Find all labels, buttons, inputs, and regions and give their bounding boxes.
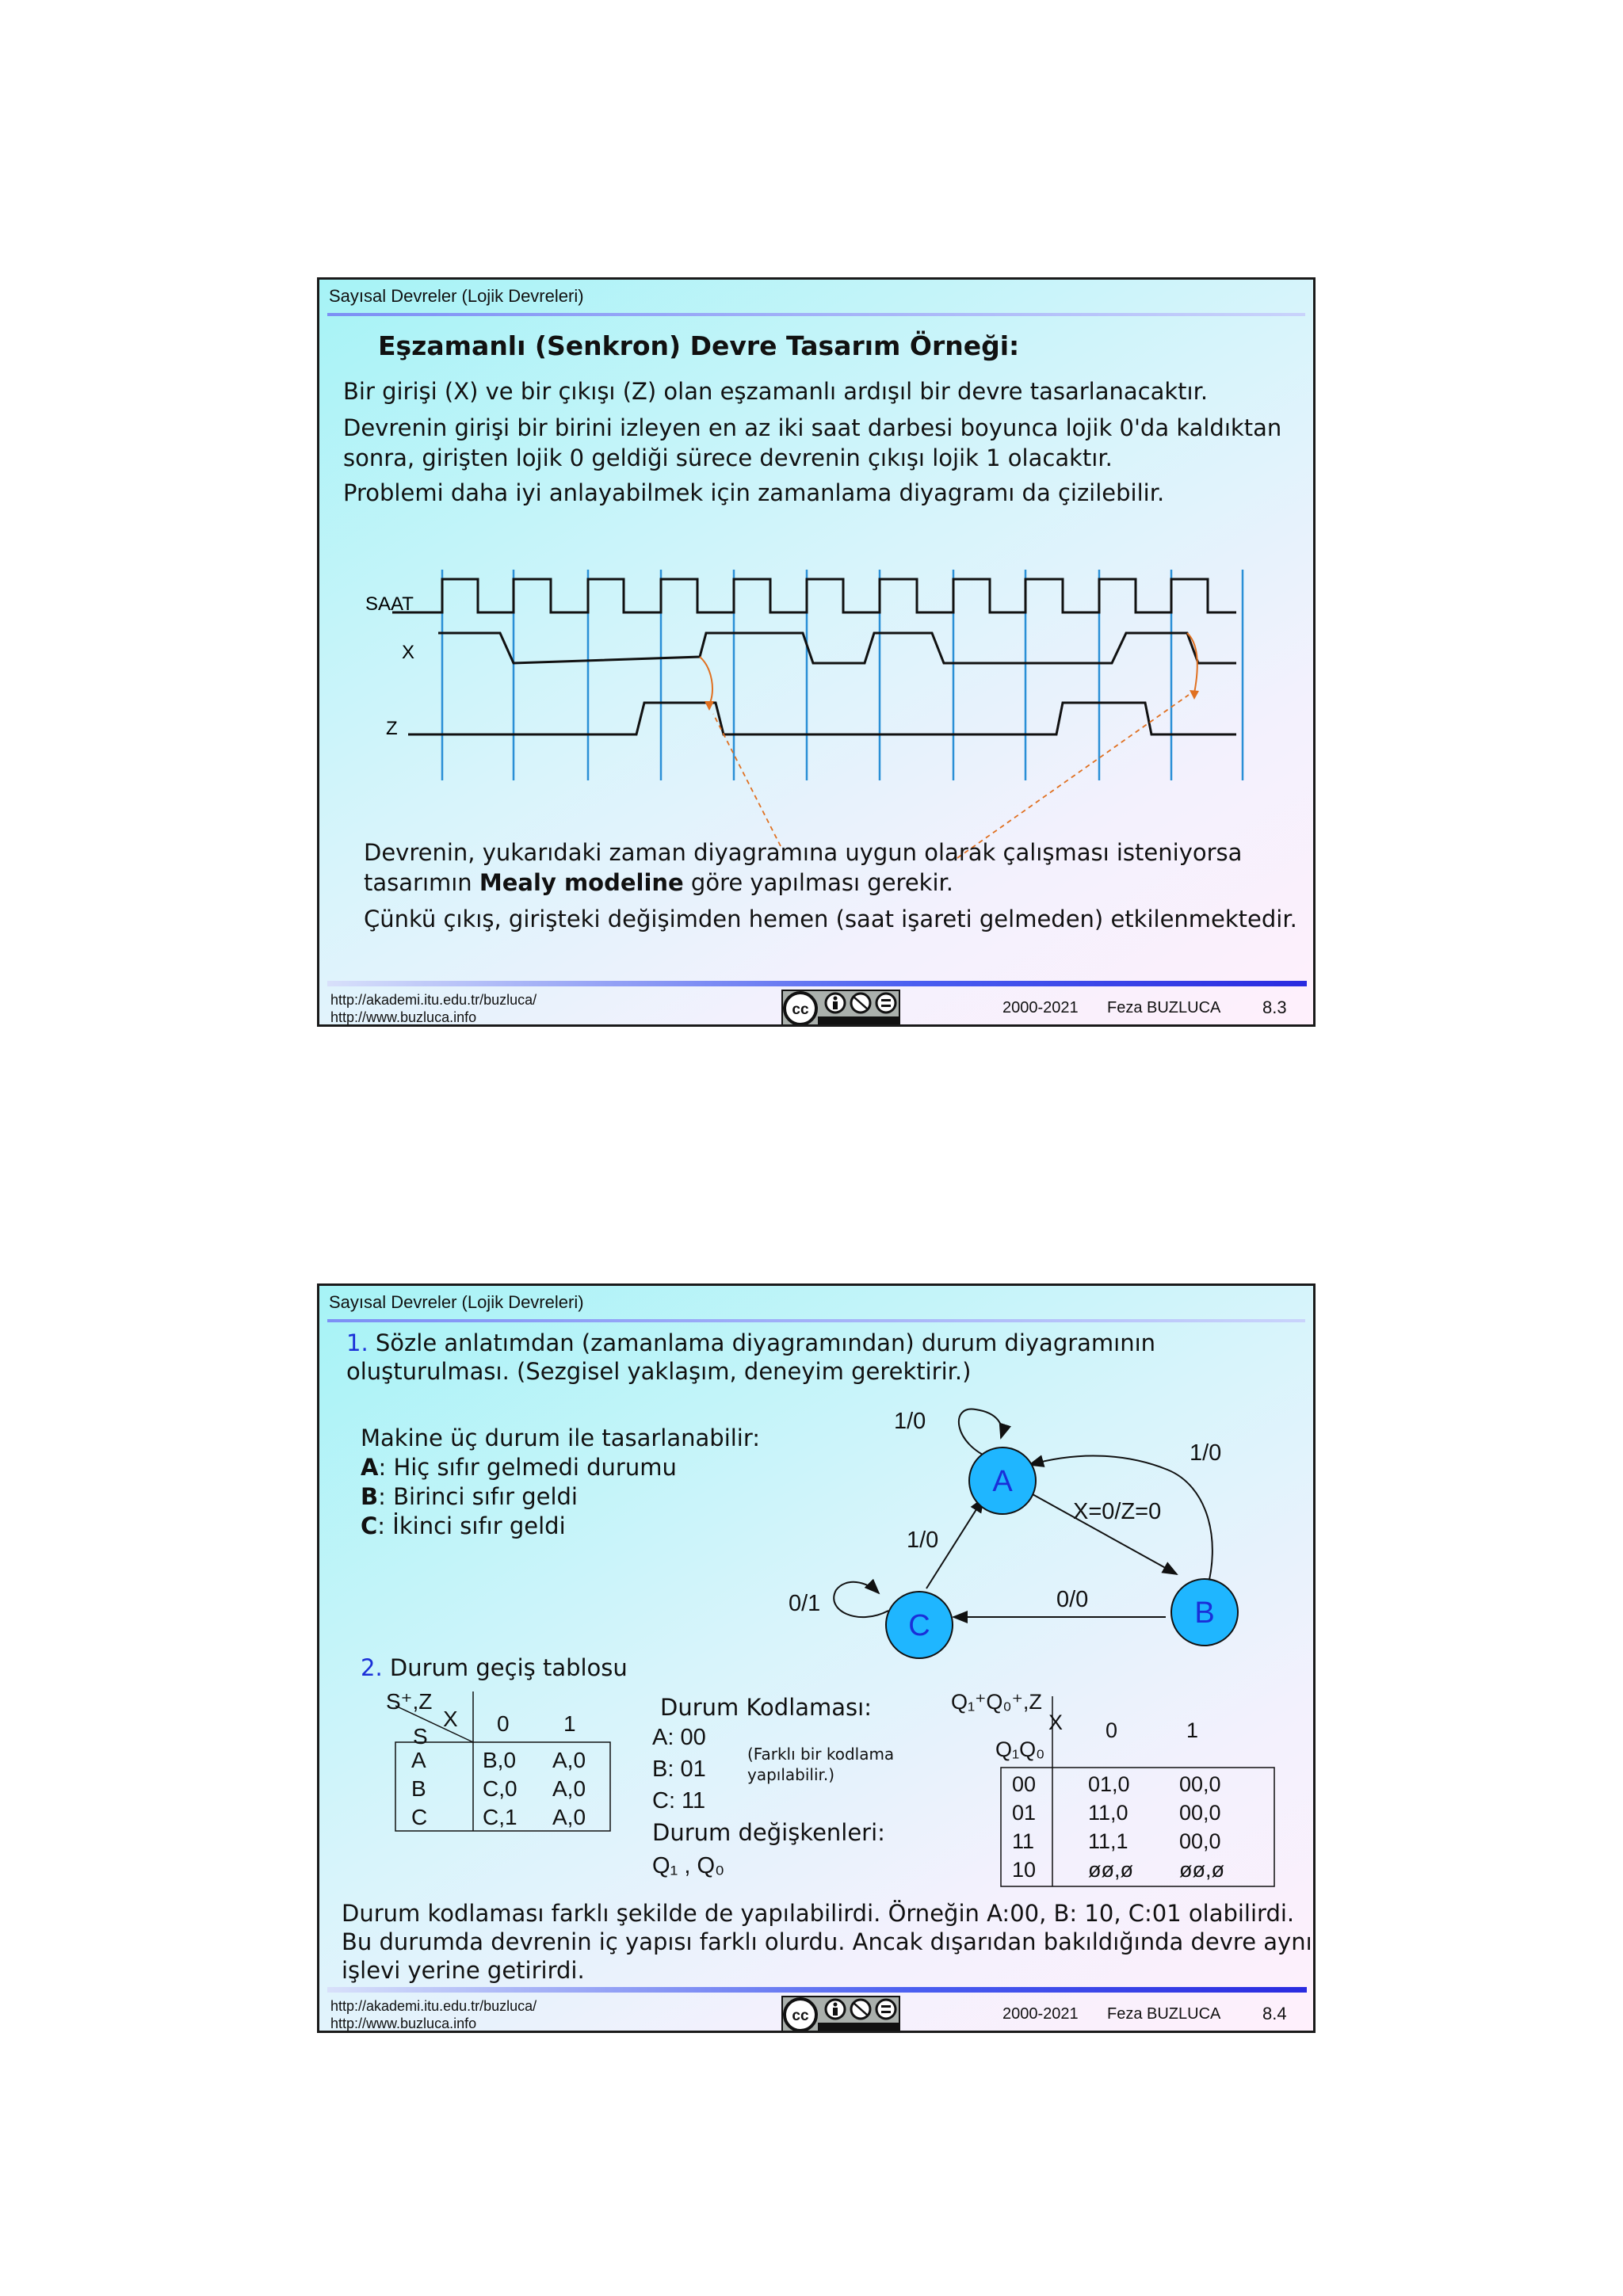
- slide-8-4: [317, 1283, 1316, 2033]
- coding-a: A: 00: [652, 1725, 706, 1750]
- step-2-heading: 2. Durum geçiş tablosu: [361, 1654, 628, 1681]
- table1-col-1: 1: [563, 1711, 576, 1736]
- coding-b: B: 01: [652, 1756, 706, 1782]
- footer-links: [330, 991, 537, 1026]
- table1-row-c-c1: A,0: [552, 1805, 586, 1829]
- state-c-desc: C: İkinci sıfır geldi: [361, 1512, 566, 1539]
- footer-link-itu[interactable]: http://akademi.itu.edu.tr/buzluca/: [330, 992, 537, 1008]
- cause-arrows: [700, 633, 1197, 704]
- table2-corner-top: Q₁⁺Q₀⁺,Z: [951, 1690, 1042, 1714]
- signal-label-x: X: [402, 642, 415, 663]
- table1-row-b-c0: C,0: [483, 1776, 517, 1801]
- table2-row-10-c0: øø,ø: [1088, 1858, 1133, 1882]
- footer-link-itu[interactable]: http://akademi.itu.edu.tr/buzluca/: [330, 1998, 537, 2014]
- page-number: 8.3: [1262, 997, 1287, 1017]
- state-vars: Q₁ , Q₀: [652, 1853, 725, 1878]
- footer-rule: [327, 981, 1307, 986]
- label-b-to-a: 1/0: [1190, 1440, 1222, 1466]
- table1-row-c-state: C: [411, 1805, 428, 1829]
- table1-row-a-c1: A,0: [552, 1748, 586, 1772]
- footer-year: 2000-2021: [1002, 999, 1079, 1016]
- label-a-to-b: X=0/Z=0: [1073, 1499, 1162, 1524]
- leader-lines: [713, 695, 1189, 858]
- state-label-b: B: [1194, 1596, 1215, 1630]
- state-b-desc: B: Birinci sıfır geldi: [361, 1483, 578, 1510]
- footer-links: [330, 1997, 537, 2032]
- table1-row-c-c0: C,1: [483, 1805, 517, 1829]
- footer-rule: [327, 1987, 1307, 1993]
- problem-text-1: Bir girişi (X) ve bir çıkışı (Z) olan eşzamanlı ardışıl bir devre tasarlanacaktır.: [343, 378, 1209, 405]
- cc-license-icon: [781, 1996, 900, 2033]
- footer-author: Feza BUZLUCA: [1107, 999, 1221, 1016]
- table1-row-b-c1: A,0: [552, 1776, 586, 1801]
- state-label-a: A: [992, 1465, 1013, 1498]
- footer-author: Feza BUZLUCA: [1107, 2005, 1221, 2023]
- problem-text-2a: Devrenin girişi bir birini izleyen en az iki saat darbesi boyunca lojik 0'da kaldıktan: [343, 414, 1282, 441]
- cc-license-icon: [781, 990, 900, 1027]
- signal-label-saat: SAAT: [365, 593, 414, 615]
- slide-title: Eşzamanlı (Senkron) Devre Tasarım Örneği:: [378, 330, 1020, 361]
- table1-corner-s: S: [413, 1724, 428, 1749]
- label-c-to-a: 1/0: [907, 1527, 939, 1553]
- state-a-desc: A: Hiç sıfır gelmedi durumu: [361, 1454, 677, 1481]
- footer-year: 2000-2021: [1002, 2005, 1079, 2023]
- table2-row-10-c1: øø,ø: [1179, 1858, 1224, 1882]
- table1-corner-x: X: [443, 1707, 458, 1731]
- table2-row-01-c0: 11,0: [1088, 1801, 1128, 1825]
- table2-row-01-c1: 00,0: [1179, 1801, 1221, 1825]
- label-loop-c: 0/1: [789, 1591, 821, 1616]
- step-1-line-2: oluşturulması. (Sezgisel yaklaşım, deneyim gerektirir.): [346, 1358, 972, 1385]
- table2-col-0: 0: [1106, 1718, 1118, 1742]
- arrowhead-icon: [705, 701, 714, 711]
- table1-corner-top: S⁺,Z: [386, 1689, 433, 1714]
- coding-c: C: 11: [652, 1788, 706, 1814]
- bottom-text-3: işlevi yerine getirirdi.: [342, 1957, 585, 1984]
- table2-row-10-q: 10: [1012, 1858, 1037, 1882]
- table1-row-a-c0: B,0: [483, 1748, 517, 1772]
- conclusion-text-1: Devrenin, yukarıdaki zaman diyagramına uygun olarak çalışması isteniyorsa: [364, 839, 1243, 866]
- arrowhead-icon: [1190, 690, 1199, 700]
- table1-col-0: 0: [497, 1711, 510, 1736]
- states-intro: Makine üç durum ile tasarlanabilir:: [361, 1425, 761, 1451]
- table2-row-00-c0: 01,0: [1088, 1772, 1130, 1796]
- x-waveform: [438, 633, 1236, 663]
- state-label-c: C: [908, 1609, 930, 1642]
- label-loop-a: 1/0: [894, 1409, 926, 1434]
- step-1-line-1: 1. Sözle anlatımdan (zamanlama diyagramından) durum diyagramının: [346, 1329, 1156, 1356]
- table1-row-b-state: B: [411, 1776, 426, 1801]
- table2-row-11-q: 11: [1012, 1829, 1035, 1853]
- coding-note-1: (Farklı bir kodlama: [747, 1745, 895, 1764]
- svg-text:cc: cc: [792, 1001, 809, 1018]
- state-vars-label: Durum değişkenleri:: [652, 1819, 885, 1846]
- footer-link-buzluca[interactable]: http://www.buzluca.info: [330, 2016, 477, 2031]
- table2-col-1: 1: [1186, 1718, 1199, 1742]
- table2-corner-q: Q₁Q₀: [995, 1737, 1045, 1761]
- saat-waveform: [392, 579, 1236, 612]
- conclusion-text-2: tasarımın Mealy modeline göre yapılması gerekir.: [364, 869, 954, 896]
- mealy-model-term: Mealy modeline: [479, 869, 684, 896]
- svg-text:cc: cc: [792, 2008, 809, 2024]
- table2-row-00-c1: 00,0: [1179, 1772, 1221, 1796]
- table2-row-11-c0: 11,1: [1088, 1829, 1128, 1853]
- page-number: 8.4: [1262, 2004, 1287, 2023]
- problem-text-3: Problemi daha iyi anlayabilmek için zamanlama diyagramı da çizilebilir.: [343, 479, 1165, 506]
- bottom-text-2: Bu durumda devrenin iç yapısı farklı olurdu. Ancak dışarıdan bakıldığında devre aynı: [342, 1928, 1312, 1955]
- z-waveform: [408, 703, 1236, 734]
- table2-row-11-c1: 00,0: [1179, 1829, 1221, 1853]
- table1-row-a-state: A: [411, 1748, 426, 1772]
- slide-header: Sayısal Devreler (Lojik Devreleri): [329, 1292, 584, 1312]
- coding-note-2: yapılabilir.): [747, 1765, 835, 1784]
- table2-corner-x: X: [1048, 1711, 1064, 1734]
- conclusion-text-3: Çünkü çıkış, girişteki değişimden hemen (saat işareti gelmeden) etkilenmektedir.: [364, 906, 1297, 933]
- table2-row-01-q: 01: [1012, 1801, 1037, 1825]
- problem-text-2b: sonra, girişten lojik 0 geldiği sürece devrenin çıkışı lojik 1 olacaktır.: [343, 444, 1113, 471]
- label-b-to-c: 0/0: [1056, 1587, 1089, 1612]
- slide-8-3: [317, 277, 1316, 1027]
- slide-header: Sayısal Devreler (Lojik Devreleri): [329, 286, 584, 306]
- table2-row-00-q: 00: [1012, 1772, 1037, 1796]
- bottom-text-1: Durum kodlaması farklı şekilde de yapılabilirdi. Örneğin A:00, B: 10, C:01 olabilirdi.: [342, 1900, 1295, 1927]
- signal-label-z: Z: [386, 718, 398, 739]
- coding-title: Durum Kodlaması:: [660, 1694, 872, 1721]
- footer-link-buzluca[interactable]: http://www.buzluca.info: [330, 1009, 477, 1025]
